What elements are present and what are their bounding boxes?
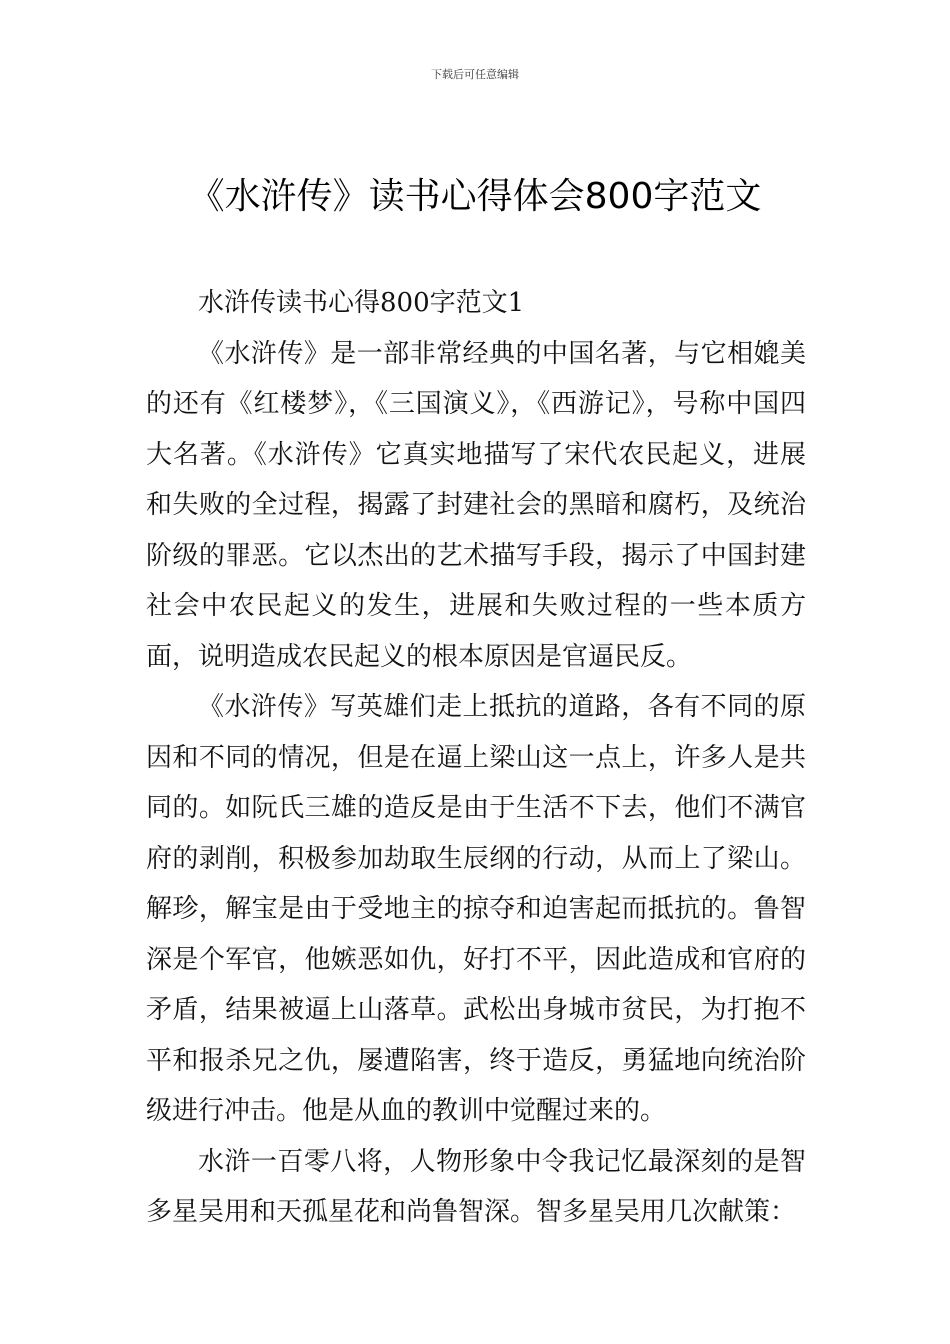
document-title: 《水浒传》读书心得体会800字范文 [188,176,762,217]
paragraph: 水浒一百零八将，人物形象中令我记忆最深刻的是智多星吴用和天孤星花和尚鲁智深。智多星吴用几次献策： [146,1146,806,1227]
paragraph: 《水浒传》是一部非常经典的中国名著，与它相媲美的还有《红楼梦》，《三国演义》，《西游记》，号称中国四大名著。《水浒传》它真实地描写了宋代农民起义，进展和失败的全过程，揭露了封建社会的黑暗和腐朽，及统治阶级的罪恶。它以杰出的艺术描写手段，揭示了中国封建社会中农民起义的发生，进展和失败过程的一些本质方面，说明造成农民起义的根本原因是官逼民反。 [146,338,806,672]
paragraph: 《水浒传》写英雄们走上抵抗的道路，各有不同的原因和不同的情况，但是在逼上梁山这一点上，许多人是共同的。如阮氏三雄的造反是由于生活不下去，他们不满官府的剥削，积极参加劫取生辰纲的行动，从而上了梁山。解珍，解宝是由于受地主的掠夺和迫害起而抵抗的。鲁智深是个军官，他嫉恶如仇，好打不平，因此造成和官府的矛盾，结果被逼上山落草。武松出身城市贫民，为打抱不平和报杀兄之仇，屡遭陷害，终于造反，勇猛地向统治阶级进行冲击。他是从血的教训中觉醒过来的。 [146,692,806,1126]
document-body [146,278,806,1238]
section-heading: 水浒传读书心得800字范文1 [198,288,525,318]
header-note: 下载后可任意编辑 [431,68,519,81]
